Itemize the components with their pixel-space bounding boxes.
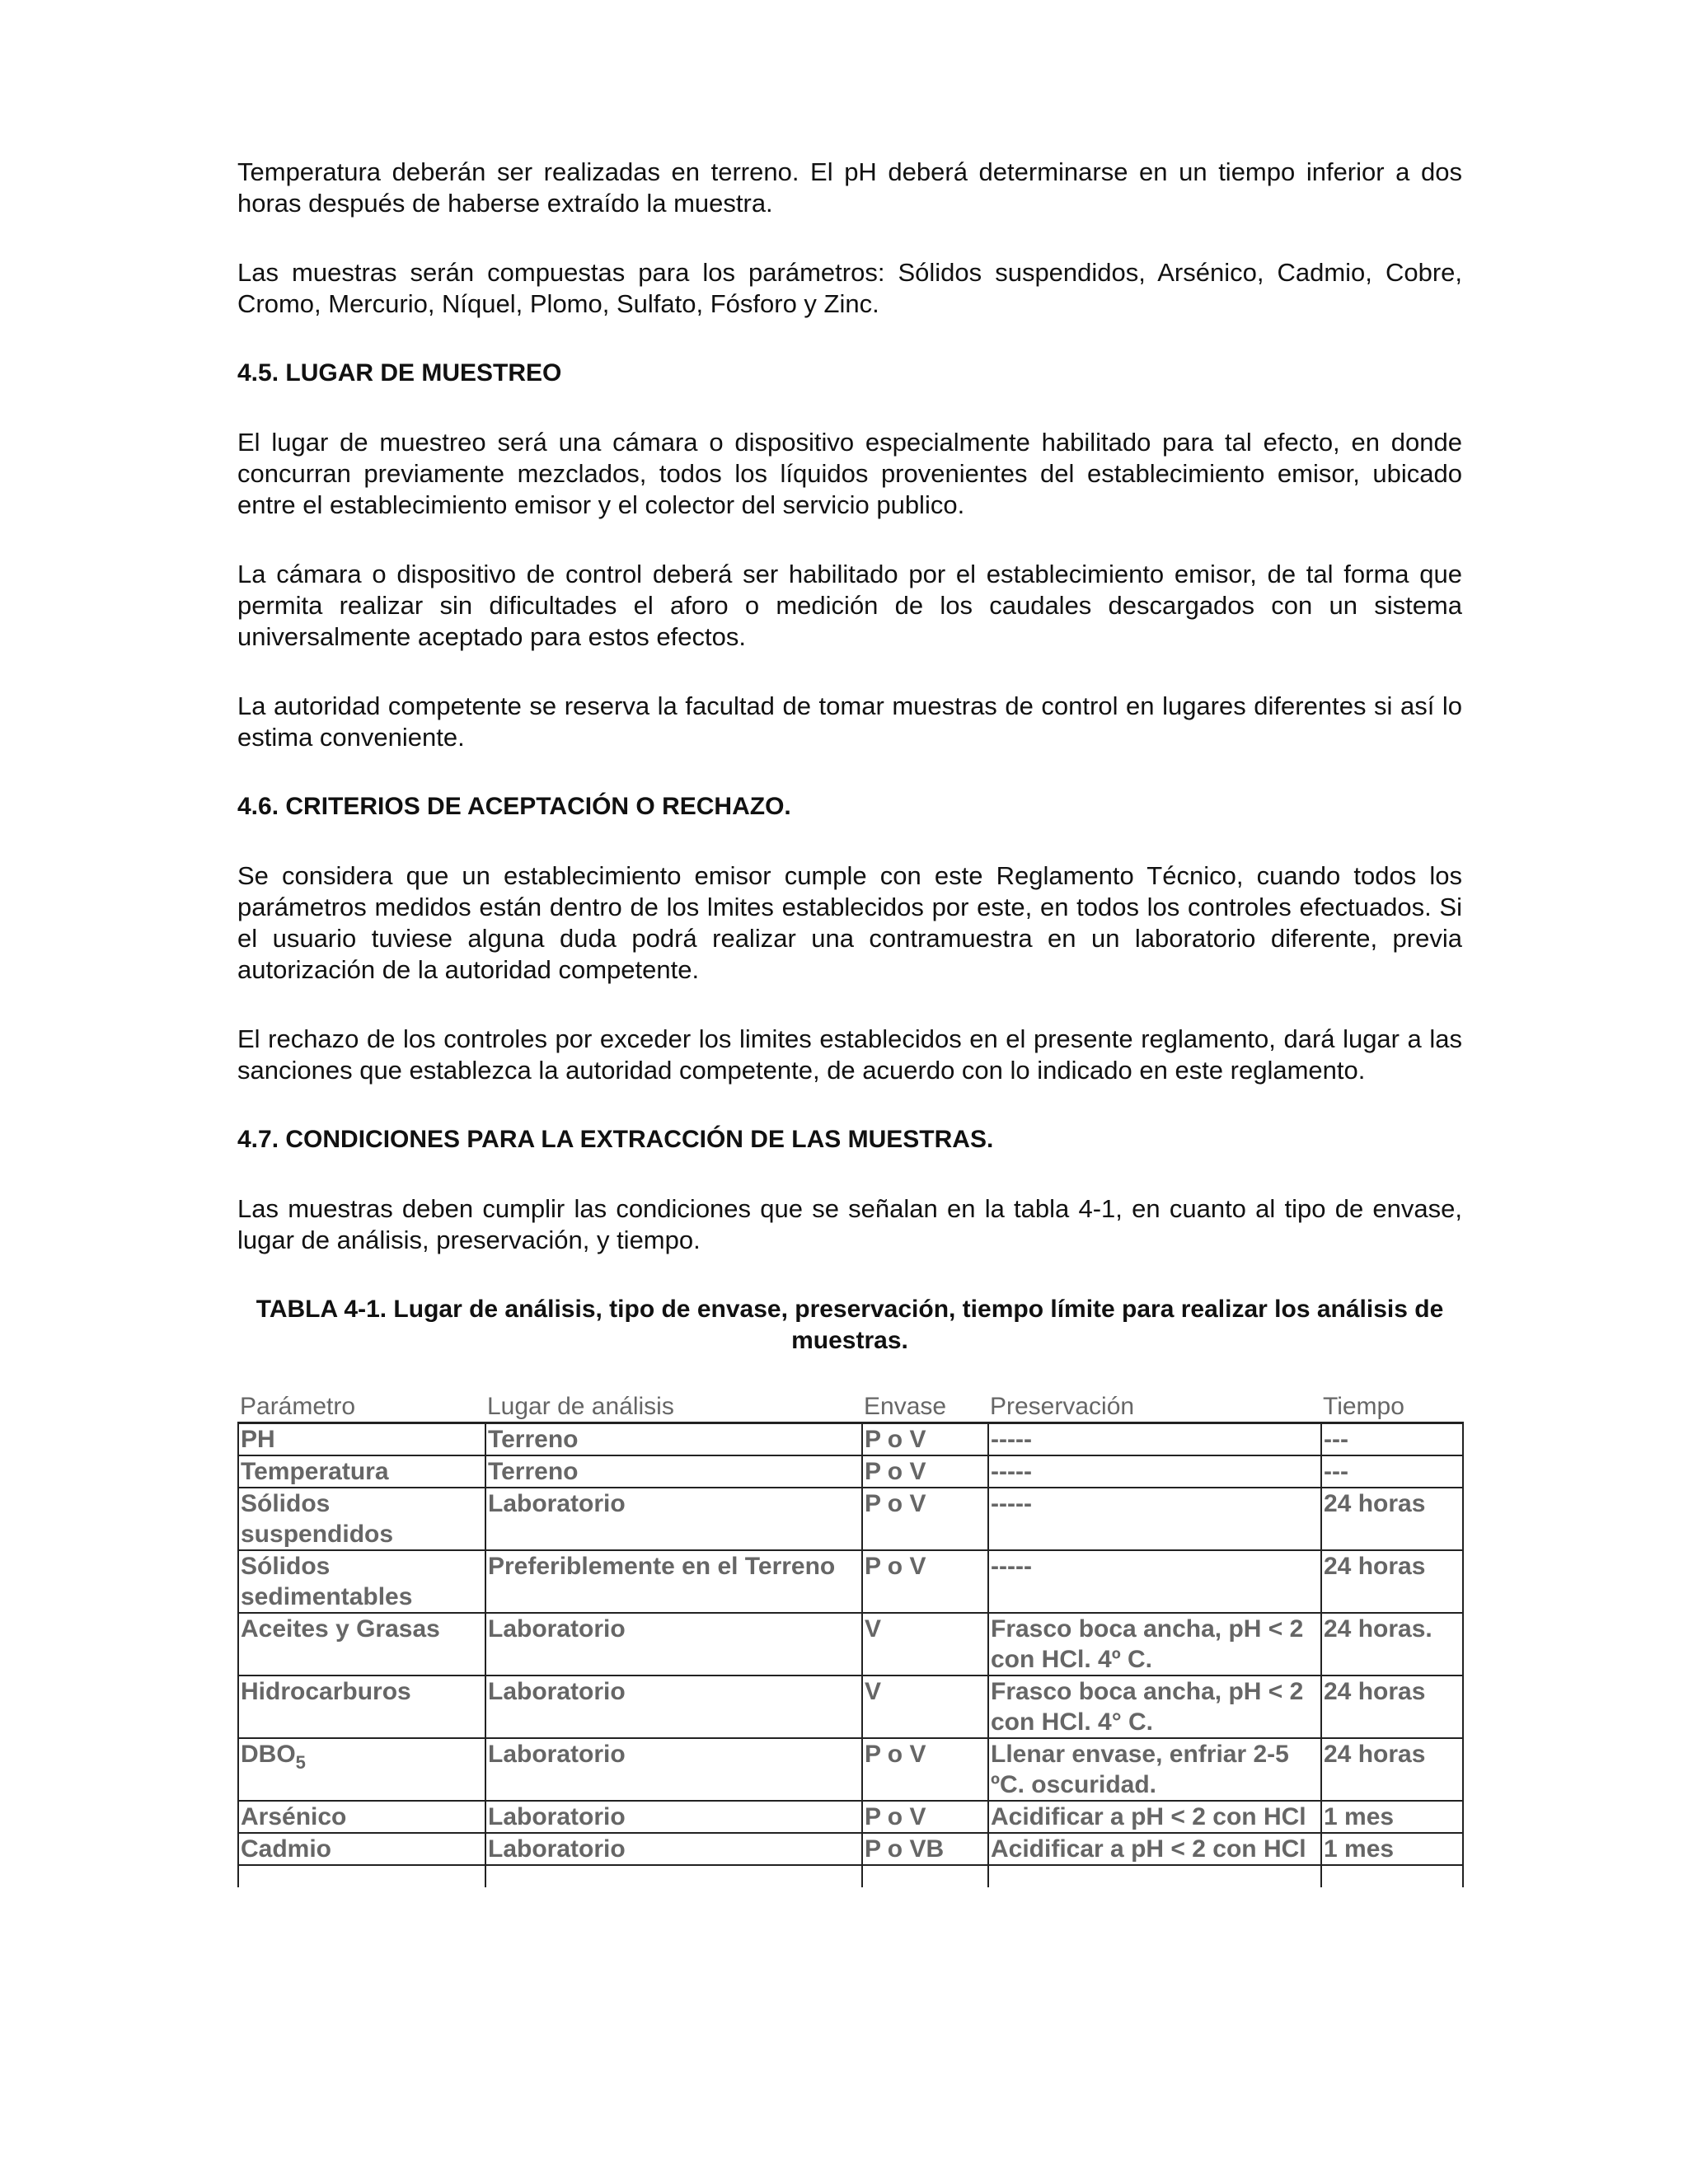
empty-cell — [485, 1865, 862, 1887]
empty-cell — [238, 1865, 485, 1887]
cell-envase: P o V — [862, 1455, 988, 1488]
table-row — [238, 1738, 1463, 1801]
empty-cell — [1321, 1865, 1463, 1887]
paragraph: Se considera que un establecimiento emisor cumple con este Reglamento Técnico, cuando todos los parámetros medidos están dentro de los lmites establecidos por este, en todos los controles efectuados. Si el usuario tuviese alguna duda podrá realizar una contramuestra en un laboratorio diferente, previa autorización de la autoridad competente. — [237, 861, 1462, 984]
section-heading-4-5: 4.5. LUGAR DE MUESTREO — [237, 359, 562, 387]
cell-lugar: Laboratorio — [485, 1675, 862, 1738]
table-row — [238, 1613, 1463, 1675]
cell-tiempo: 24 horas. — [1321, 1613, 1463, 1675]
table-row — [238, 1675, 1463, 1738]
parametro-text: DBO — [241, 1741, 296, 1768]
cell-tiempo: 24 horas — [1321, 1738, 1463, 1801]
paragraph: El rechazo de los controles por exceder los limites establecidos en el presente reglamento, dará lugar a las sanciones que establezca la autoridad competente, de acuerdo con lo indicado en este reglamento. — [237, 1024, 1462, 1085]
cell-lugar: Laboratorio — [485, 1833, 862, 1865]
cell-envase: P o V — [862, 1738, 988, 1801]
cell-envase: P o V — [862, 1423, 988, 1456]
section-heading-4-6: 4.6. CRITERIOS DE ACEPTACIÓN O RECHAZO. — [237, 793, 791, 820]
paragraph: El lugar de muestreo será una cámara o dispositivo especialmente habilitado para tal efecto, en donde concurran previamente mezclados, todos los líquidos provenientes del establecimiento emisor, ubicado entre el establecimiento emisor y el colector del servicio publico. — [237, 428, 1462, 519]
cell-parametro: Arsénico — [238, 1801, 485, 1833]
table-header-row — [238, 1391, 1463, 1423]
paragraph: Temperatura deberán ser realizadas en terreno. El pH deberá determinarse en un tiempo inferior a dos horas después de haberse extraído la muestra. — [237, 157, 1462, 218]
cell-preservacion: Llenar envase, enfriar 2-5 ºC. oscuridad. — [988, 1738, 1321, 1801]
cell-lugar: Laboratorio — [485, 1613, 862, 1675]
empty-cell — [862, 1865, 988, 1887]
table-row — [238, 1488, 1463, 1550]
cell-envase: P o V — [862, 1488, 988, 1550]
cell-preservacion: Acidificar a pH < 2 con HCl — [988, 1801, 1321, 1833]
paragraph: La cámara o dispositivo de control deberá ser habilitado por el establecimiento emisor, de tal forma que permita realizar sin dificultades el aforo o medición de los caudales descargados con un sistema universalmente aceptado para estos efectos. — [237, 560, 1462, 651]
cell-parametro: Sólidos sedimentables — [238, 1550, 485, 1613]
cell-parametro: Temperatura — [238, 1455, 485, 1488]
paragraph: Las muestras serán compuestas para los parámetros: Sólidos suspendidos, Arsénico, Cadmio, Cobre, Cromo, Mercurio, Níquel, Plomo, Sulfato, Fósforo y Zinc. — [237, 258, 1462, 318]
cell-preservacion: ----- — [988, 1455, 1321, 1488]
cell-tiempo: 24 horas — [1321, 1488, 1463, 1550]
cell-parametro — [238, 1738, 485, 1801]
cell-preservacion: ----- — [988, 1423, 1321, 1456]
cell-envase: P o V — [862, 1801, 988, 1833]
cell-lugar: Preferiblemente en el Terreno — [485, 1550, 862, 1613]
table-row — [238, 1455, 1463, 1488]
paragraph: La autoridad competente se reserva la facultad de tomar muestras de control en lugares diferentes si así lo estima conveniente. — [237, 691, 1462, 752]
parametro-subscript: 5 — [295, 1752, 306, 1773]
column-header-envase: Envase — [862, 1391, 988, 1423]
paragraph: Las muestras deben cumplir las condiciones que se señalan en la tabla 4-1, en cuanto al tipo de envase, lugar de análisis, preservación, y tiempo. — [237, 1194, 1462, 1254]
cell-tiempo: 24 horas — [1321, 1675, 1463, 1738]
cell-parametro: Sólidos suspendidos — [238, 1488, 485, 1550]
cell-lugar: Terreno — [485, 1455, 862, 1488]
table-row — [238, 1550, 1463, 1613]
column-header-tiempo: Tiempo — [1321, 1391, 1463, 1423]
cell-lugar: Laboratorio — [485, 1801, 862, 1833]
cell-tiempo: --- — [1321, 1423, 1463, 1456]
empty-cell — [988, 1865, 1321, 1887]
samples-table — [237, 1391, 1464, 1887]
cell-parametro: Hidrocarburos — [238, 1675, 485, 1738]
cell-lugar: Terreno — [485, 1423, 862, 1456]
document-page — [237, 157, 1462, 1887]
cell-preservacion: ----- — [988, 1550, 1321, 1613]
cell-preservacion: Frasco boca ancha, pH < 2 con HCl. 4° C. — [988, 1675, 1321, 1738]
cell-lugar: Laboratorio — [485, 1738, 862, 1801]
column-header-parametro: Parámetro — [238, 1391, 485, 1423]
cell-envase: P o VB — [862, 1833, 988, 1865]
column-header-preservacion: Preservación — [988, 1391, 1321, 1423]
cell-preservacion: ----- — [988, 1488, 1321, 1550]
cell-tiempo: 1 mes — [1321, 1833, 1463, 1865]
cell-envase: V — [862, 1613, 988, 1675]
cell-tiempo: --- — [1321, 1455, 1463, 1488]
cell-envase: P o V — [862, 1550, 988, 1613]
cell-lugar: Laboratorio — [485, 1488, 862, 1550]
table-caption: TABLA 4-1. Lugar de análisis, tipo de envase, preservación, tiempo límite para realizar los análisis de muestras. — [256, 1296, 1444, 1354]
cell-preservacion: Frasco boca ancha, pH < 2 con HCl. 4º C. — [988, 1613, 1321, 1675]
cell-preservacion: Acidificar a pH < 2 con HCl — [988, 1833, 1321, 1865]
cell-parametro: Aceites y Grasas — [238, 1613, 485, 1675]
table-row — [238, 1801, 1463, 1833]
cell-parametro: Cadmio — [238, 1833, 485, 1865]
table-row-continued — [238, 1865, 1463, 1887]
cell-envase: V — [862, 1675, 988, 1738]
cell-tiempo: 24 horas — [1321, 1550, 1463, 1613]
column-header-lugar: Lugar de análisis — [485, 1391, 862, 1423]
section-heading-4-7: 4.7. CONDICIONES PARA LA EXTRACCIÓN DE LAS MUESTRAS. — [237, 1126, 994, 1153]
table-row — [238, 1423, 1463, 1456]
cell-tiempo: 1 mes — [1321, 1801, 1463, 1833]
cell-parametro: PH — [238, 1423, 485, 1456]
table-row — [238, 1833, 1463, 1865]
